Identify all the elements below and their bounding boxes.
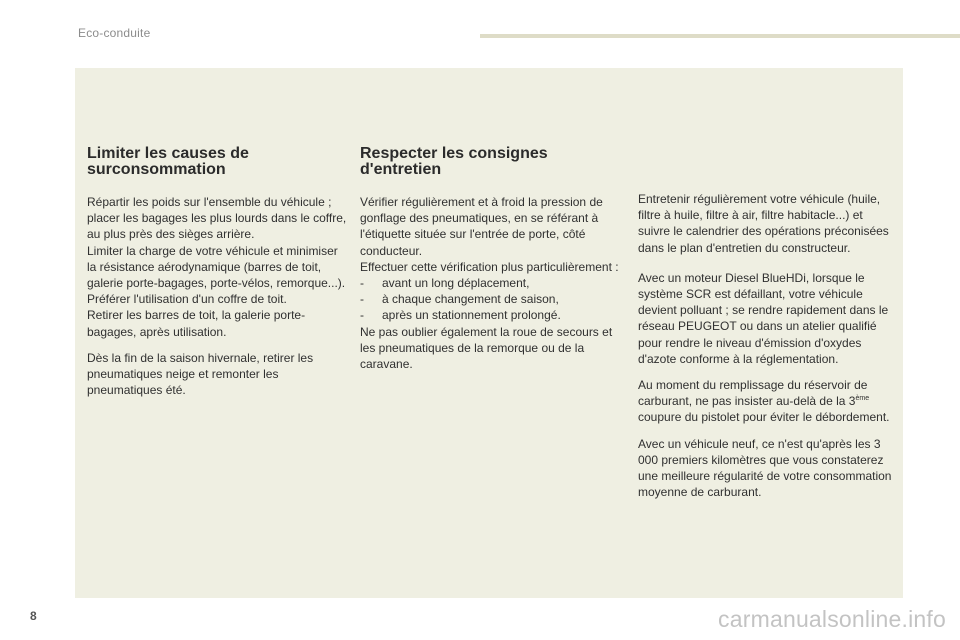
- paragraph-regular-servicing: Entretenir régulièrement votre véhicule (huile, filtre à huile, filtre à air, filtre habitacle...) et suivre le calendrier des opérations préconisées dans le plan d'entretien du constructeur.: [638, 192, 889, 255]
- header-rule: [480, 34, 960, 38]
- heading-maintenance: [360, 146, 622, 178]
- text-refuelling-start: Au moment du remplissage du réservoir de carburant, ne pas insister au-delà de la 3: [638, 378, 868, 409]
- text-load-limit: Limiter la charge de votre véhicule et minimiser la résistance aérodynamique (barres de toit, galerie porte-bagages, porte-vélos, remorque...). Préférer l'utilisation d'un coffre de toit.: [87, 243, 346, 307]
- heading-line-1: Limiter les causes de: [87, 145, 249, 162]
- text-weight-distribution: Répartir les poids sur l'ensemble du véhicule ; placer les bagages les plus lourds dans le coffre, au plus près des sièges arrière.: [87, 195, 347, 242]
- page-number: 8: [30, 609, 37, 623]
- paragraph-new-vehicle: Avec un véhicule neuf, ce n'est qu'après les 3 000 premiers kilomètres que vous constaterez une meilleure régularité de votre consommation moyenne de carburant.: [638, 436, 892, 500]
- content-panel: [75, 68, 903, 598]
- column-maintenance: [360, 146, 622, 372]
- heading-limit-overconsumption: [87, 146, 349, 178]
- check-list: [360, 275, 622, 324]
- paragraph-winter-tyres: Dès la fin de la saison hivernale, retirer les pneumatiques neige et remonter les pneumatiques été.: [87, 350, 314, 398]
- heading-line-1: Respecter les consignes: [360, 145, 548, 162]
- column-limit-overconsumption: [87, 146, 349, 408]
- section-title: Eco-conduite: [78, 26, 151, 40]
- list-item: - avant un long déplacement,: [360, 275, 622, 291]
- heading-line-2: d'entretien: [360, 161, 442, 178]
- list-item: - après un stationnement prolongé.: [360, 307, 622, 323]
- list-item: - à chaque changement de saison,: [360, 291, 622, 307]
- paragraph-scr-system: Avec un moteur Diesel BlueHDi, lorsque le système SCR est défaillant, votre véhicule devient polluant ; se rendre rapidement dans le réseau PEUGEOT ou dans un atelier qualifié pour rendre le niveau d'émission d'oxydes d'azote conforme à la réglementation.: [638, 270, 889, 366]
- watermark: carmanualsonline.info: [718, 606, 946, 632]
- text-tyre-pressure: Vérifier régulièrement et à froid la pression de gonflage des pneumatiques, en se référant à l'étiquette située sur l'entrée de porte, côté conducteur.: [360, 195, 603, 258]
- text-spare-wheel: Ne pas oublier également la roue de secours et les pneumatiques de la remorque ou de la caravane.: [360, 324, 613, 372]
- heading-line-2: surconsommation: [87, 161, 226, 178]
- text-remove-roof-bars: Retirer les barres de toit, la galerie porte-bagages, après utilisation.: [87, 308, 306, 339]
- text-check-particularly: Effectuer cette vérification plus particulièrement :: [360, 259, 619, 274]
- paragraph-refuelling: [638, 377, 898, 426]
- superscript-eme: ème: [855, 395, 870, 403]
- paragraph-weight-distribution: [87, 194, 349, 340]
- paragraph-tyre-pressure: [360, 194, 622, 372]
- column-maintenance-continued: [638, 191, 898, 510]
- text-refuelling-end: coupure du pistolet pour éviter le débordement.: [638, 410, 890, 425]
